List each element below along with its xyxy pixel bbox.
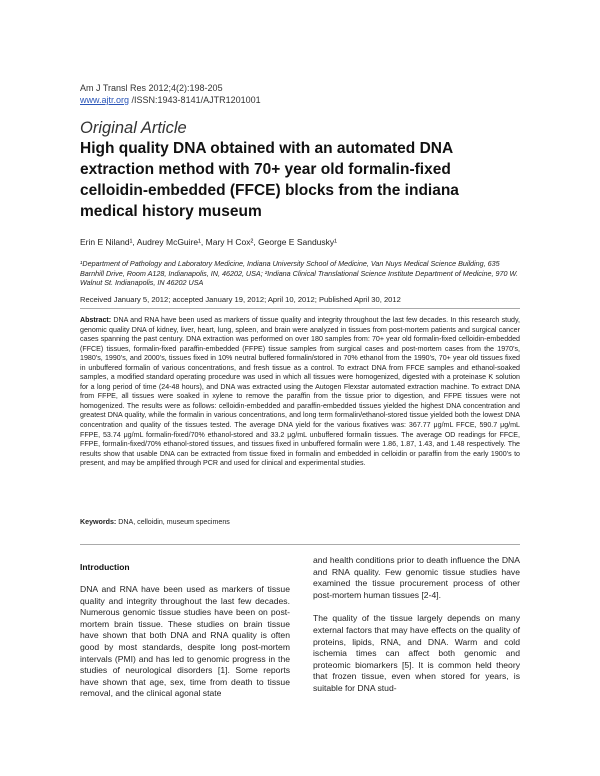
author-list: Erin E Niland¹, Audrey McGuire¹, Mary H Cox², George E Sandusky¹ — [80, 237, 337, 247]
body-paragraph: DNA and RNA have been used as markers of tissue quality and integrity throughout the last few decades. Numerous genomic tissue studies have been on post-mortem brain tissue. These studies on brain tissue have shown that both DNA and RNA quality is often good by most standards, despite long post-mortem intervals (PMI) and has led to genomic progress in the studies of neurological disorders [1]. Some reports have shown that age, sex, time from death to tissue removal, and the clinical agonal state — [80, 584, 290, 699]
keywords-label: Keywords: — [80, 518, 117, 526]
doi-line — [80, 94, 261, 106]
abstract-block — [80, 316, 520, 469]
body-column-right — [313, 555, 520, 707]
divider-bottom — [80, 544, 520, 545]
publication-dates: Received January 5, 2012; accepted January 19, 2012; April 10, 2012; Published April 30, 2012 — [80, 295, 401, 304]
body-paragraph: and health conditions prior to death influence the DNA and RNA quality. Few genomic tissue studies have examined the tissue procurement process of other post-mortem human tissues [2-4]. — [313, 555, 520, 600]
keywords-text: DNA, celloidin, museum specimens — [116, 518, 230, 526]
divider-top — [80, 308, 520, 309]
affiliations: ¹Department of Pathology and Laboratory Medicine, Indiana University School of Medicine, Van Nuys Medical Science Building, 635 Barnhill Drive, Room A128, Indianapolis, IN, 46202, USA; ²Indiana Clinical Translational Science Institute Department of Medicine, 970 W. Walnut St. Indianapolis, IN 46202 USA — [80, 259, 518, 288]
abstract-label: Abstract: — [80, 316, 112, 324]
body-paragraph: The quality of the tissue largely depends on many external factors that may have effects on the quality of proteins, lipids, RNA, and DNA. Warm and cold ischemia times can affect both genomic and proteomic biomarkers [5]. It is common held theory that frozen tissue, even when stored for years, is suitable for DNA stud- — [313, 613, 520, 693]
article-type-label: Original Article — [80, 119, 187, 137]
citation-line: Am J Transl Res 2012;4(2):198-205 — [80, 83, 223, 93]
keywords-block — [80, 518, 230, 526]
paper-title: High quality DNA obtained with an automated DNA extraction method with 70+ year old formalin-fixed celloidin-embedded (FFCE) blocks from the indiana medical history museum — [80, 140, 459, 220]
journal-link[interactable]: www.ajtr.org — [80, 95, 130, 105]
abstract-text: DNA and RNA have been used as markers of tissue quality and integrity throughout the last few decades. In this research study, genomic quality DNA of kidney, liver, heart, lung, spleen, and brain were analyzed in tissues from post-mortem patients and surgical cancer cases spanning the past century. DNA extraction was performed on over 180 samples from: 70+ year old formalin-fixed celloidin-embedded (FFCE) tissues, formalin-fixed paraffin-embedded (FFPE) tissue samples from surgical cases and post-mortem cases from the 1970’s, 1980’s, 1990’s, and 2000’s, tissues fixed in 10% neutral buffered formalin/stored in 70% ethanol from the 1990’s, 70+ year old tissues fixed in unbuffered formalin of various concentrations, and fresh tissue as a control. To extract DNA from FFCE samples and ethanol-soaked samples, a modified standard operating procedure was used in which all tissues were homogenized, digested with a proteinase K solution for a long period of time (24-48 hours), and DNA was extracted using the Autogen Flexstar automated extraction machine. To extract DNA from FFPE, all tissues were soaked in xylene to remove the paraffin from the tissue prior to digestion, and FFPE tissues were not homogenized. The results were as follows: celloidin-embedded and paraffin-embedded tissues yielded the highest DNA concentration and greatest DNA quality, while the formalin in various concentrations, and long term formalin/ethanol-stored tissue yielded both the lowest DNA concentration and quality of the tissues tested. The average DNA yield for the various fixatives was: 367.77 μg/mL FFCE, 590.7 μg/mL FFPE, 53.74 μg/mL formalin-fixed/70% ethanol-stored and 33.2 μg/mL unbuffered formalin tissues. The average OD readings for FFCE, FFPE, formalin-fixed/70% ethanol-stored tissues, and tissues fixed in unbuffered formalin were 1.86, 1.87, 1.43, and 1.48 respectively. The results show that usable DNA can be extracted from tissue fixed in formalin and embedded in celloidin or paraffin from the early 1900’s to present, and may be amplified through PCR and used for clinical and experimental studies. — [80, 316, 520, 468]
journal-header — [80, 82, 261, 106]
body-column-left — [80, 555, 290, 712]
section-heading-introduction: Introduction — [80, 562, 130, 572]
issn-text: /ISSN:1943-8141/AJTR1201001 — [129, 95, 261, 105]
